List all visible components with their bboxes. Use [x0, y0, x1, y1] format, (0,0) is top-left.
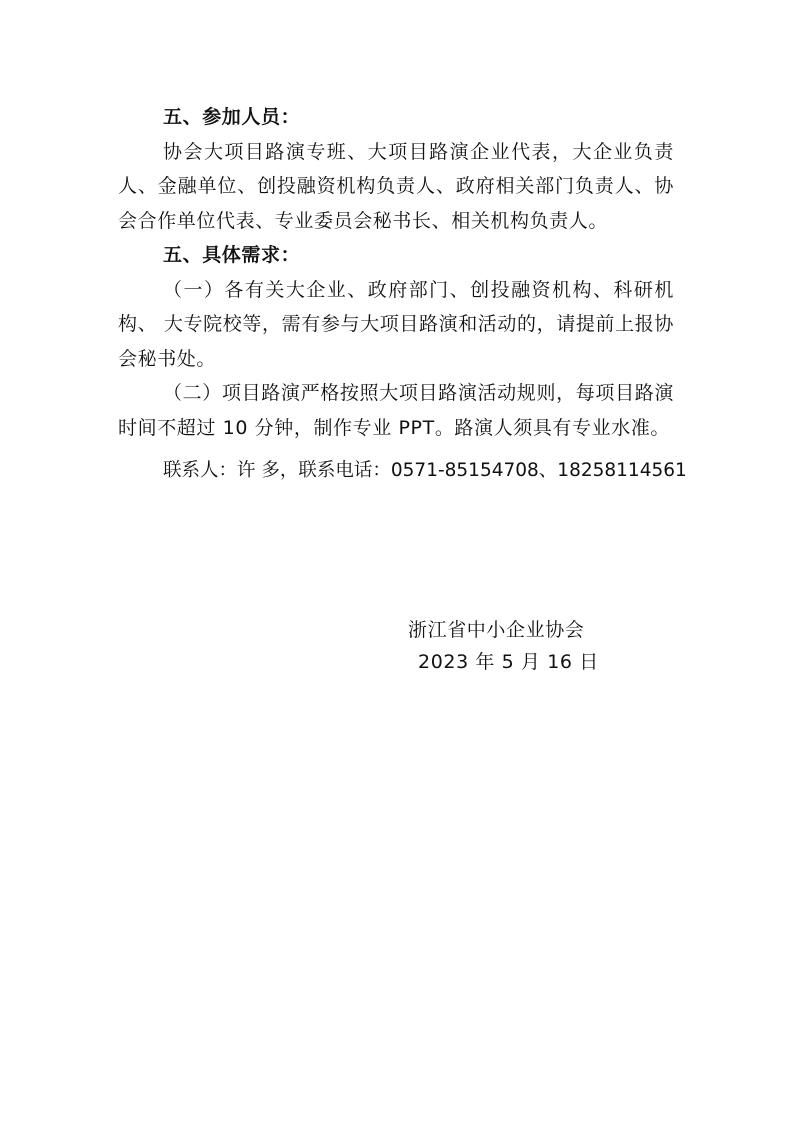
requirements-heading: 五、具体需求：	[163, 244, 301, 266]
requirement-item-2: （二）项目路演严格按照大项目路演活动规则，每项目路演时间不超过 10 分钟，制作专业 PPT。路演人须具有专业水准。	[118, 382, 674, 439]
contact-line: 联系人：许 多，联系电话：0571-85154708、18258114561	[163, 460, 687, 481]
signature-organization: 浙江省中小企业协会	[408, 619, 585, 641]
signature-block	[408, 614, 638, 678]
requirement-item-1: （一）各有关大企业、政府部门、创投融资机构、科研机构、 大专院校等，需有参与大项目路演和活动的，请提前上报协会秘书处。	[118, 278, 674, 370]
document-body	[118, 100, 687, 489]
participants-heading: 五、参加人员：	[163, 106, 301, 128]
signature-date: 2023 年 5 月 16 日	[418, 651, 599, 673]
participants-paragraph: 协会大项目路演专班、大项目路演企业代表，大企业负责人、金融单位、创投融资机构负责人、政府相关部门负责人、协会合作单位代表、专业委员会秘书长、相关机构负责人。	[118, 140, 674, 232]
